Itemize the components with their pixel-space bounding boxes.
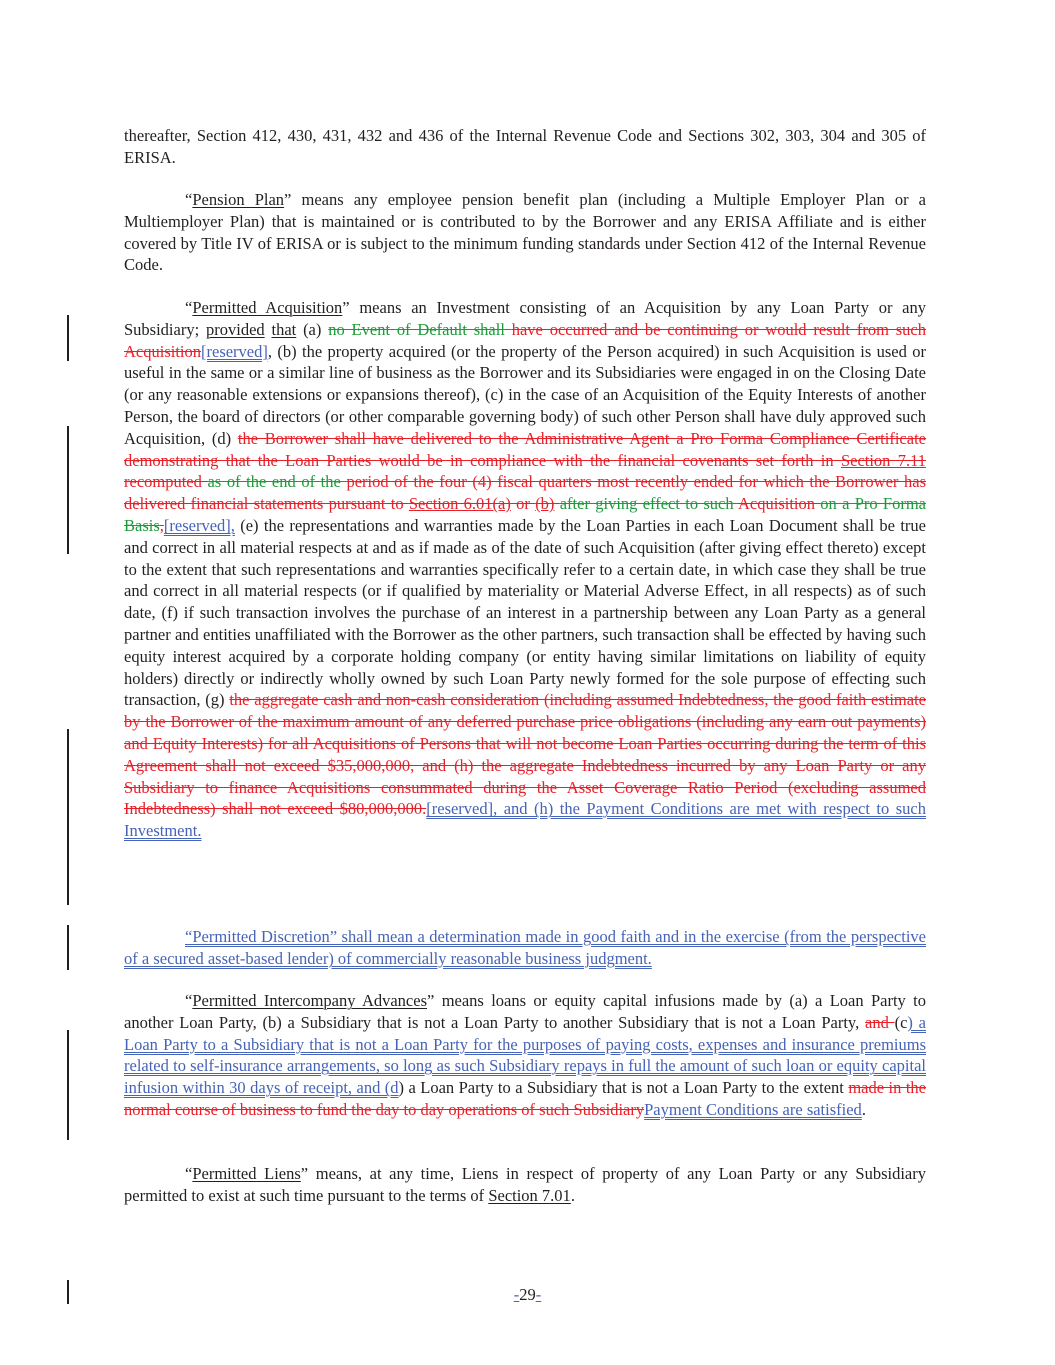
- change-bar: [67, 426, 69, 554]
- definition-text: ” means, at any time, Liens in respect of property of any Loan Party or any Subsidiary permitted to exist at such time pursuant to the terms of: [124, 1164, 926, 1205]
- change-bar: [67, 1030, 69, 1140]
- page-number-dash: -: [535, 1285, 542, 1304]
- inserted-text: [reserved],: [163, 515, 235, 535]
- definition-permitted-discretion: [124, 926, 926, 970]
- continuation-text: thereafter, Section 412, 430, 431, 432 and 436 of the Internal Revenue Code and Sections 302, 303, 304 and 305 of ERISA.: [124, 126, 926, 167]
- definition-text: (e) the representations and warranties made by the Loan Parties in each Loan Document shall be true and correct in all material respects at and as if made as of the date of such Acquisition (after giving effect thereto) except to the extent that such representations and warranties specifically refer to a certain date, in which case they shall be true and correct in all material respects (or if qualified by materiality or Material Adverse Effect, in all respects) as of such date, (f) if such transaction involves the purchase of an interest in a partnership between any Loan Party as a general partner and entities unaffiliated with the Borrower as the other partners, such transaction shall be effected by having such equity interest acquired by a corporate holding company (or entity having similar limitations on liability of equity holders) directly or indirectly wholly owned by such Loan Party newly formed for the sole purpose of effecting such transaction, (g): [124, 515, 926, 710]
- open-quote: “: [185, 190, 193, 209]
- deleted-section-ref: Section 6.01(a): [408, 494, 511, 514]
- definition-text: (c: [894, 1012, 908, 1032]
- section-reference: Section 7.01: [488, 1185, 571, 1205]
- page-number-dash: -: [513, 1285, 520, 1304]
- definition-permitted-liens: [124, 1163, 926, 1207]
- inserted-text: ) a Loan Party to a Subsidiary that is not a Loan Party for the purposes of paying costs, expenses and insurance premiums related to self-insurance arrangements, so long as such Subsidiary repays in full the amount of such loan or equity capital infusion within 30 days of receipt, and (d: [124, 1012, 926, 1098]
- defined-term: Permitted Intercompany Advances: [192, 991, 427, 1010]
- provided-keyword: provided: [206, 319, 265, 339]
- deleted-text: the aggregate cash and non-cash consideration (including assumed Indebtedness, the good faith estimate by the Borrower of the maximum amount of any deferred purchase price obligations (including any earn out payments) and Equity Interests) for all Acquisitions of Persons that will not become Loan Parties occurring during the term of this Agreement shall not exceed $35,000,000, and (h) the aggregate Indebtedness incurred by any Loan Party or any Subsidiary to finance Acquisitions consummated during the Asset Coverage Ratio Period (excluding assumed Indebtedness) shall not exceed $80,000,000.: [124, 690, 926, 819]
- deleted-text: Acquisition: [738, 494, 821, 514]
- page-number-value: 29: [519, 1285, 536, 1304]
- definition-text: (a): [296, 319, 329, 339]
- definition-pension-plan: [124, 189, 926, 276]
- definition-text: ” means any employee pension benefit plan (including a Multiple Employer Plan or a Multiemployer Plan) that is maintained or is contributed to by the Borrower and any ERISA Affiliate and is either covered by Title IV of ERISA or is subject to the minimum funding standards under Section 412 of the Internal Revenue Code.: [124, 190, 926, 275]
- defined-term: Permitted Liens: [192, 1164, 301, 1183]
- deleted-text: period of the four (4) fiscal quarters most recently ended for which the Borrower has delivered financial statements pursuant to: [124, 472, 926, 514]
- definition-text: ” means an Investment consisting of an Acquisition by any Loan Party or any Subsidiary;: [124, 298, 926, 339]
- moved-text: as of the end of the: [207, 472, 347, 492]
- deleted-text: made in the normal course of business to fund the day to day operations of such Subsidiary: [124, 1078, 926, 1119]
- inserted-text: [reserved]: [201, 341, 268, 361]
- defined-term: Pension Plan: [192, 190, 285, 209]
- moved-text: on a Pro Forma Basis: [124, 494, 926, 535]
- deleted-text: ,: [159, 515, 164, 535]
- deleted-section-ref: Section 7.11: [840, 450, 926, 470]
- change-bar: [67, 315, 69, 361]
- change-bar: [67, 925, 69, 970]
- definition-text: .: [861, 1099, 866, 1119]
- moved-text: no Event of Default shall: [328, 319, 512, 339]
- inserted-text: Payment Conditions are satisfied: [644, 1099, 862, 1119]
- definition-text: .: [570, 1185, 575, 1205]
- deleted-text: have occurred and be continuing or would result from such Acquisition: [124, 319, 926, 361]
- open-quote: “: [185, 298, 193, 317]
- open-quote: “: [185, 991, 193, 1010]
- definition-permitted-acquisition: [124, 297, 926, 842]
- inserted-text: [reserved], and (h) the Payment Conditions are met with respect to such Investment.: [124, 799, 926, 841]
- definition-text: ” means loans or equity capital infusions made by (a) a Loan Party to another Loan Party, (b) a Subsidiary that is not a Loan Party to another Subsidiary that is not a Loan Party,: [124, 991, 926, 1032]
- deleted-text: recomputed: [124, 472, 208, 492]
- deleted-text: and: [865, 1012, 895, 1032]
- definition-text: , (b) the property acquired (or the property of the Person acquired) in such Acquisition is used or useful in the same or a similar line of business as the Borrower and its Subsidiaries were engaged in on the Closing Date (or any reasonable extensions or expansions thereof), (c) in the case of an Acquisition of the Equity Interests of another Person, the board of directors (or other comparable governing body) of such other Person shall have duly approved such Acquisition, (d): [124, 341, 926, 448]
- deleted-text: the Borrower shall have delivered to the Administrative Agent a Pro Forma Compliance Certificate demonstrating that the Loan Parties would be in compliance with the financial covenants set forth in: [124, 428, 926, 470]
- open-quote: “: [185, 1164, 193, 1183]
- change-bar: [67, 729, 69, 905]
- definition-text: ) a Loan Party to a Subsidiary that is not a Loan Party to the extent: [398, 1078, 849, 1098]
- paragraph-continuation: [124, 125, 926, 169]
- deleted-text: or: [510, 494, 536, 514]
- definition-permitted-intercompany-advances: [124, 990, 926, 1121]
- defined-term: Permitted Acquisition: [192, 298, 343, 317]
- moved-text: after giving effect to such: [559, 494, 738, 514]
- deleted-section-ref: (b): [535, 494, 555, 514]
- inserted-definition: “Permitted Discretion” shall mean a determination made in good faith and in the exercise (from the perspective of a secured asset-based lender) of commercially reasonable business judgment.: [124, 927, 926, 968]
- that-keyword: that: [271, 319, 297, 339]
- page-number: [0, 1285, 1055, 1305]
